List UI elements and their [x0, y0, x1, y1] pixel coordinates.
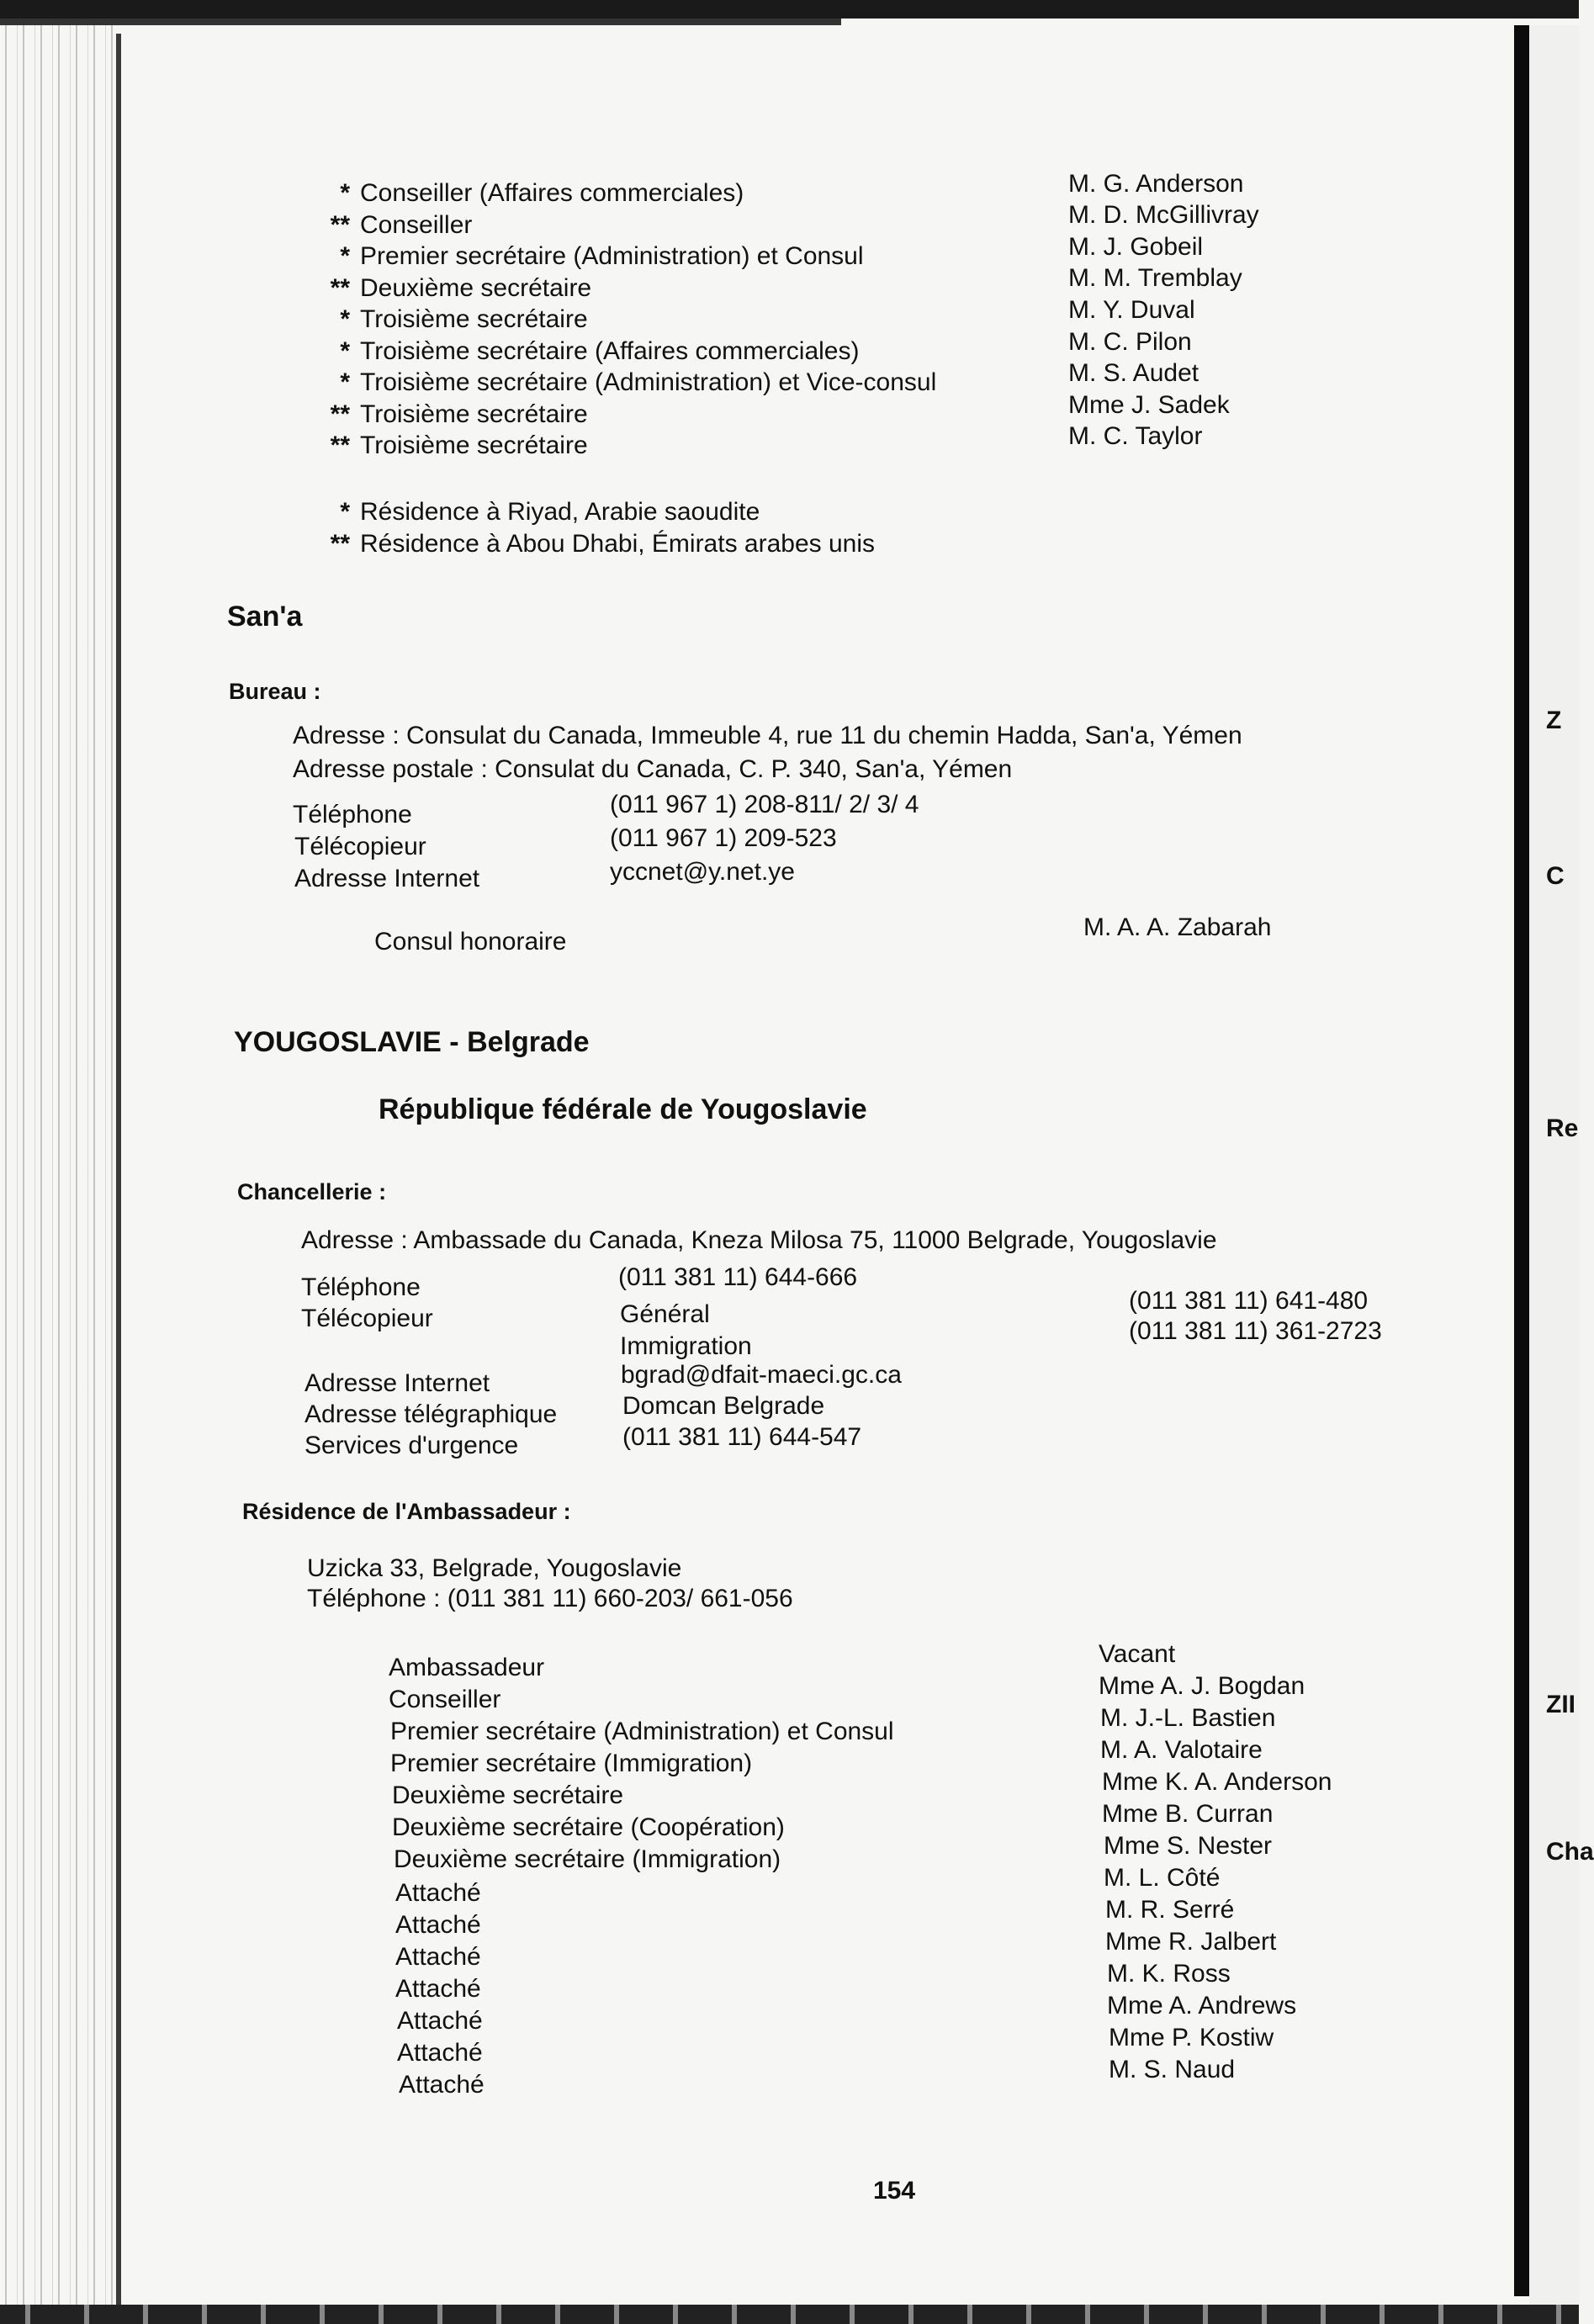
belgrade-internet: bgrad@dfait-maeci.gc.ca — [621, 1361, 902, 1389]
scan-right-edge — [1514, 25, 1529, 2296]
scan-left-page-edges — [0, 25, 118, 2324]
sana-consul-name: M. A. A. Zabarah — [1083, 913, 1272, 941]
staff-name: M. C. Pilon — [1068, 328, 1192, 356]
staff-title: Deuxième secrétaire (Immigration) — [394, 1845, 781, 1873]
belgrade-internet-label: Adresse Internet — [305, 1369, 490, 1397]
staff-name: Mme J. Sadek — [1068, 391, 1230, 419]
belgrade-emergency-label: Services d'urgence — [305, 1432, 519, 1459]
staff-name: M. S. Audet — [1068, 359, 1199, 387]
edge-fragment: Cha — [1546, 1838, 1594, 1866]
scan-bottom-edge — [0, 2305, 1579, 2324]
staff-title: Ambassadeur — [389, 1654, 545, 1681]
belgrade-telegraph-label: Adresse télégraphique — [305, 1400, 558, 1428]
edge-fragment: Re — [1546, 1114, 1579, 1142]
staff-name: M. C. Taylor — [1068, 422, 1203, 450]
staff-name: M. L. Côté — [1104, 1864, 1221, 1892]
list-item: * Premier secrétaire (Administration) et Consul — [340, 242, 864, 270]
staff-name: M. D. McGillivray — [1068, 201, 1259, 229]
scan-top-shadow — [0, 19, 841, 25]
sana-postal-address: Adresse postale : Consulat du Canada, C. P. 340, San'a, Yémen — [293, 755, 1013, 783]
belgrade-fax-label: Télécopieur — [301, 1305, 433, 1332]
staff-title: Conseiller — [389, 1686, 501, 1713]
staff-title: Attaché — [399, 2071, 485, 2099]
staff-name: Vacant — [1099, 1640, 1176, 1668]
list-item: ** Deuxième secrétaire — [330, 274, 592, 302]
sana-internet-label: Adresse Internet — [294, 865, 480, 892]
staff-title: Deuxième secrétaire — [392, 1781, 624, 1809]
edge-fragment: Z — [1546, 707, 1562, 734]
staff-name: M. Y. Duval — [1068, 296, 1195, 324]
staff-name: Mme R. Jalbert — [1105, 1928, 1277, 1956]
belgrade-address: Adresse : Ambassade du Canada, Kneza Milosa 75, 11000 Belgrade, Yougoslavie — [301, 1226, 1217, 1254]
section-subheading: République fédérale de Yougoslavie — [379, 1093, 867, 1125]
list-item: ** Troisième secrétaire — [330, 431, 588, 459]
list-item: ** Conseiller — [330, 211, 473, 239]
staff-title: Premier secrétaire (Administration) et Consul — [390, 1718, 894, 1745]
belgrade-fax-general: (011 381 11) 641-480 — [1129, 1287, 1369, 1315]
residence-note: * Résidence à Riyad, Arabie saoudite — [340, 498, 760, 526]
list-item: * Conseiller (Affaires commerciales) — [340, 179, 744, 207]
list-item: * Troisième secrétaire (Affaires commerciales) — [340, 337, 860, 365]
residence-telephone: Téléphone : (011 381 11) 660-203/ 661-056 — [307, 1585, 793, 1612]
staff-title: Attaché — [395, 1975, 481, 2003]
residence-note: ** Résidence à Abou Dhabi, Émirats arabes unis — [330, 530, 876, 558]
sana-consul-title: Consul honoraire — [374, 928, 567, 956]
list-item: ** Troisième secrétaire — [330, 400, 588, 428]
chancellerie-label: Chancellerie : — [237, 1179, 387, 1204]
sana-telephone-label: Téléphone — [293, 801, 412, 828]
belgrade-telephone-label: Téléphone — [301, 1273, 421, 1301]
adjacent-page-strip — [1529, 25, 1579, 2324]
staff-name: M. A. Valotaire — [1100, 1736, 1263, 1764]
belgrade-emergency: (011 381 11) 644-547 — [622, 1423, 862, 1451]
section-heading-sana: San'a — [227, 601, 303, 633]
staff-name: M. J.-L. Bastien — [1100, 1704, 1276, 1732]
staff-title: Attaché — [395, 1911, 481, 1939]
sana-fax-label: Télécopieur — [294, 833, 426, 860]
list-item: * Troisième secrétaire — [340, 305, 588, 333]
staff-title: Attaché — [397, 2007, 483, 2035]
staff-name: M. M. Tremblay — [1068, 264, 1242, 292]
page-number: 154 — [873, 2177, 916, 2205]
section-heading-yougoslavie: YOUGOSLAVIE - Belgrade — [234, 1026, 590, 1058]
staff-name: Mme S. Nester — [1104, 1832, 1273, 1860]
staff-title: Deuxième secrétaire (Coopération) — [392, 1813, 785, 1841]
staff-title: Attaché — [395, 1943, 481, 1971]
belgrade-fax-general-label: Général — [620, 1300, 710, 1328]
staff-title: Attaché — [397, 2039, 483, 2067]
staff-name: Mme P. Kostiw — [1109, 2024, 1274, 2051]
staff-name: Mme A. J. Bogdan — [1099, 1672, 1305, 1700]
scan-top-edge — [0, 0, 1579, 19]
sana-fax: (011 967 1) 209-523 — [610, 824, 837, 852]
staff-name: M. G. Anderson — [1068, 170, 1244, 198]
staff-title: Premier secrétaire (Immigration) — [390, 1750, 753, 1777]
staff-name: M. K. Ross — [1107, 1960, 1231, 1988]
staff-name: M. S. Naud — [1109, 2056, 1236, 2083]
belgrade-telegraph: Domcan Belgrade — [622, 1392, 825, 1420]
edge-fragment: ZII — [1546, 1691, 1575, 1718]
bureau-label: Bureau : — [229, 679, 321, 704]
edge-fragment: C — [1546, 862, 1565, 890]
staff-title: Attaché — [395, 1879, 481, 1907]
staff-name: M. J. Gobeil — [1068, 233, 1204, 261]
list-item: * Troisième secrétaire (Administration) et Vice-consul — [340, 368, 937, 396]
belgrade-fax-immigration: (011 381 11) 361-2723 — [1129, 1317, 1382, 1345]
staff-name: Mme B. Curran — [1102, 1800, 1274, 1828]
sana-address: Adresse : Consulat du Canada, Immeuble 4, rue 11 du chemin Hadda, San'a, Yémen — [293, 722, 1242, 749]
belgrade-fax-immigration-label: Immigration — [620, 1332, 752, 1360]
scan-left-binding-line — [116, 34, 121, 2305]
staff-name: M. R. Serré — [1105, 1896, 1235, 1924]
residence-address: Uzicka 33, Belgrade, Yougoslavie — [307, 1554, 682, 1582]
staff-name: Mme K. A. Anderson — [1102, 1768, 1332, 1796]
sana-telephone: (011 967 1) 208-811/ 2/ 3/ 4 — [610, 791, 919, 818]
staff-name: Mme A. Andrews — [1107, 1992, 1297, 2020]
belgrade-telephone: (011 381 11) 644-666 — [618, 1263, 858, 1291]
residence-label: Résidence de l'Ambassadeur : — [242, 1499, 571, 1524]
sana-internet: yccnet@y.net.ye — [610, 858, 795, 886]
